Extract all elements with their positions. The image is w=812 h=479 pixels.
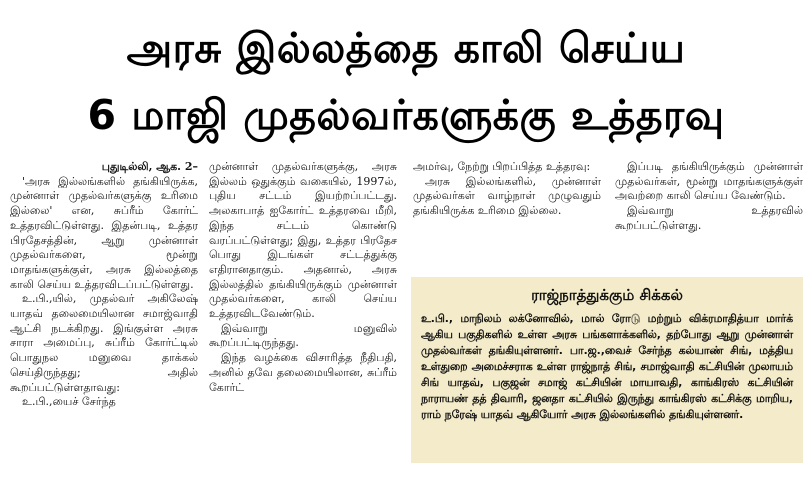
article-paragraph: அமர்வு, நேற்று பிறப்பித்த உத்தரவு: (413, 160, 591, 173)
sidebar-title: ராஜ்நாத்துக்கும் சிக்கல் (531, 286, 683, 304)
article-paragraph: முன்னாள் முதல்வர்களுக்கு, அரசு இல்லம் ஒதுக்கும் வகையில், 1997ல், புதிய சட்டம் இயற்றப்பட்டது. அலகாபாத் ஐகோர்ட் உத்தரவை மீறி, இந்த சட்டம் கொண்டு வரப்பட்டுள்ளது; இது, உத்தர பிரதேச பொது இடங்கள் சட்டத்துக்கு எதிரானதாகும். அதனால், அரசு இல்லத்தில் தங்கியிருக்கும் முன்னாள் முதல்வர்களை, காலி செய்ய உத்தரவிடவேண்டும். (209, 160, 397, 321)
article-column-3 (413, 160, 601, 219)
article-column-1 (10, 160, 198, 410)
article-paragraph: இந்த வழக்கை விசாரித்த நீதிபதி, அனில் தவே தலைமையிலான, சுப்ரீம் கோர்ட் (209, 351, 397, 394)
sidebar-body: உ.பி., மாநிலம் லக்னோவில், மால் ரோடு மற்றும் விக்ரமாதித்யா மார்க் ஆகிய பகுதிகளில் உள்ள அரசு பங்களாக்களில், தற்போது ஆறு முன்னாள் முதல்வர்கள் தங்கியுள்ளனர். பா.ஜ.,வைச் சேர்ந்த கல்யாண் சிங், மத்திய உள்துறை அமைச்சராக உள்ள ராஜ்நாத் சிங், சமாஜ்வாதி கட்சியின் முலாயம் சிங் யாதவ், பகுஜன் சமாஜ் கட்சியின் மாயாவதி, காங்கிரஸ் கட்சியின் நாராயண் தத் திவாரி, ஜனதா கட்சியில் இருந்து காங்கிரஸ் கட்சிக்கு மாறிய, ராம் நரேஷ் யாதவ் ஆகியோர் அரசு இல்லங்களில் தங்கியுள்ளனர். (421, 312, 793, 421)
article-column-4 (615, 160, 803, 234)
article-paragraph: இப்படி தங்கியிருக்கும் முன்னாள் முதல்வர்கள், மூன்று மாதங்களுக்குள் அவற்றை காலி செய்ய வேண்டும். (615, 160, 803, 203)
headline-line-1: அரசு இல்லத்தை காலி செய்ய (126, 24, 686, 72)
sidebar-box (411, 277, 803, 463)
article-paragraph: இவ்வாறு உத்தரவில் கூறப்பட்டுள்ளது. (615, 204, 803, 232)
article-paragraph: 'அரசு இல்லங்களில் தங்கியிருக்க, முன்னாள் முதல்வர்களுக்கு உரிமை இல்லை' என, சுப்ரீம் கோர்ட் உத்தரவிட்டுள்ளது. இதன்படி, உத்தர பிரதேசத்தின், ஆறு முன்னாள் முதல்வர்களை, மூன்று மாதங்களுக்குள், அரசு இல்லத்தை காலி செய்ய உத்தரவிடப்பட்டுள்ளது. (10, 174, 198, 291)
article-paragraph: உ.பி.,யில், முதல்வர் அகிலேஷ் யாதவ் தலைமையிலான சமாஜ்வாதி ஆட்சி நடக்கிறது. இங்குள்ள அரசு சாரா அமைப்பு, சுப்ரீம் கோர்ட்டில் பொதுநல மனுவை தாக்கல் செய்திருந்தது; அதில் கூறப்பட்டுள்ளதாவது: (10, 292, 198, 394)
headline-line-2: 6 மாஜி முதல்வர்களுக்கு உத்தரவு (87, 91, 725, 139)
article-column-2 (209, 160, 397, 395)
article-paragraph: உ.பி.,யைச் சேர்ந்த (22, 395, 116, 409)
article-paragraph: இவ்வாறு மனுவில் கூறப்பட்டிருந்தது. (209, 321, 397, 350)
article-paragraph: அரசு இல்லங்களில், முன்னாள் முதல்வர்கள் வாழ்நாள் முழுவதும் தங்கியிருக்க உரிமை இல்லை. (413, 174, 601, 218)
dateline: புதுடில்லி, ஆக. 2– (101, 160, 198, 173)
